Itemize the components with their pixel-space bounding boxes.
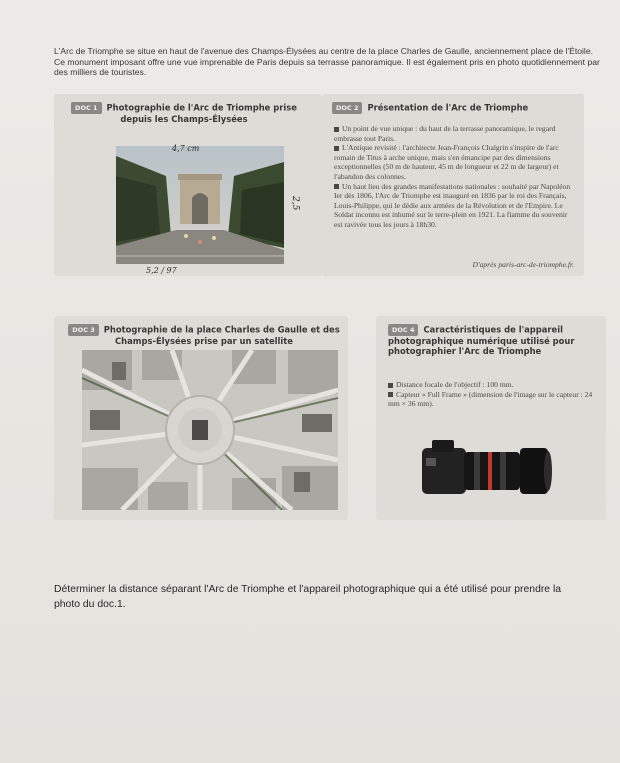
doc2-bullets bbox=[334, 124, 574, 230]
doc4-tag: DOC 4 bbox=[388, 324, 418, 336]
doc1-photo-arc-de-triomphe bbox=[116, 146, 284, 264]
question-text: Déterminer la distance séparant l'Arc de Triomphe et l'appareil photographique qui a été utilisé pour prendre la photo du doc.1. bbox=[54, 584, 562, 610]
bullet-square-icon bbox=[334, 184, 339, 189]
intro-paragraph: L'Arc de Triomphe se situe en haut de l'avenue des Champs-Élysées au centre de la place Charles de Gaulle, anciennement place de l'Étoile. Ce monument imposant offre une vue imprenable de Paris depuis sa terrasse panoramique. Il est également pris en photo quotidiennement par des milliers de touristes. bbox=[54, 46, 600, 77]
doc4-bullet: Distance focale de l'objectif : 100 mm. bbox=[388, 380, 600, 390]
doc2-header bbox=[332, 102, 572, 114]
doc1-header bbox=[64, 102, 304, 124]
doc3-satellite-photo bbox=[82, 350, 338, 510]
satellite-image bbox=[82, 350, 338, 510]
doc1-annotation-side: 2,5 bbox=[290, 196, 300, 211]
doc1-annotation-top: 4,7 cm bbox=[172, 144, 200, 153]
doc3-tag: DOC 3 bbox=[68, 324, 98, 336]
doc2-bullet: L'Antique revisité : l'architecte Jean-François Chalgrin s'inspire de l'arc romain de Titus à arche unique, mais s'en émancipe par des dimensions exceptionnelles (50 m de hauteur, 45 m de longueur et 22 m de largeur) et l'abandon des colonnes. bbox=[334, 143, 559, 181]
doc2-title: Présentation de l'Arc de Triomphe bbox=[367, 102, 529, 113]
bullet-square-icon bbox=[388, 392, 393, 397]
doc3-header bbox=[66, 324, 342, 346]
doc1-title: Photographie de l'Arc de Triomphe prise depuis les Champs-Élysées bbox=[106, 102, 297, 124]
doc1-annotation-bottom: 5,2 / 97 bbox=[146, 266, 177, 275]
doc2-panel bbox=[322, 94, 584, 276]
doc4-camera-photo bbox=[416, 428, 556, 512]
doc3-title: Photographie de la place Charles de Gaulle et des Champs-Élysées prise par un satellite bbox=[103, 324, 340, 346]
doc2-bullet: Un point de vue unique : du haut de la terrasse panoramique, le regard embrasse tout Paris. bbox=[334, 124, 556, 143]
doc2-tag: DOC 2 bbox=[332, 102, 362, 114]
doc3-panel bbox=[54, 316, 348, 520]
doc4-title: Caractéristiques de l'appareil photographique numérique utilisé pour photographier l'Arc de Triomphe bbox=[388, 324, 575, 356]
arc-photo-image bbox=[116, 146, 284, 264]
bullet-square-icon bbox=[334, 146, 339, 151]
doc1-panel bbox=[54, 94, 322, 276]
bullet-square-icon bbox=[388, 383, 393, 388]
doc2-source: D'après paris-arc-de-triomphe.fr. bbox=[472, 260, 574, 269]
doc4-bullet: Capteur « Full Frame » (dimension de l'image sur le capteur : 24 mm × 36 mm). bbox=[388, 389, 593, 409]
camera-icon bbox=[416, 428, 556, 512]
doc1-tag: DOC 1 bbox=[71, 102, 101, 114]
doc4-header bbox=[388, 324, 600, 356]
doc2-bullet: Un haut lieu des grandes manifestations nationales : souhaité par Napoléon Ier dès 1806, l'Arc de Triomphe est inauguré en 1836 par le roi des Français, Louis-Philippe, qui le dédie aux armées de la Révolution et de l'Empire. Le Soldat inconnu est inhumé sur le terre-plein en 1921. La flamme du souvenir est ravivée tous les jours à 18h30. bbox=[334, 181, 571, 229]
bullet-square-icon bbox=[334, 127, 339, 132]
doc4-panel bbox=[376, 316, 606, 520]
doc4-bullets bbox=[388, 380, 600, 409]
